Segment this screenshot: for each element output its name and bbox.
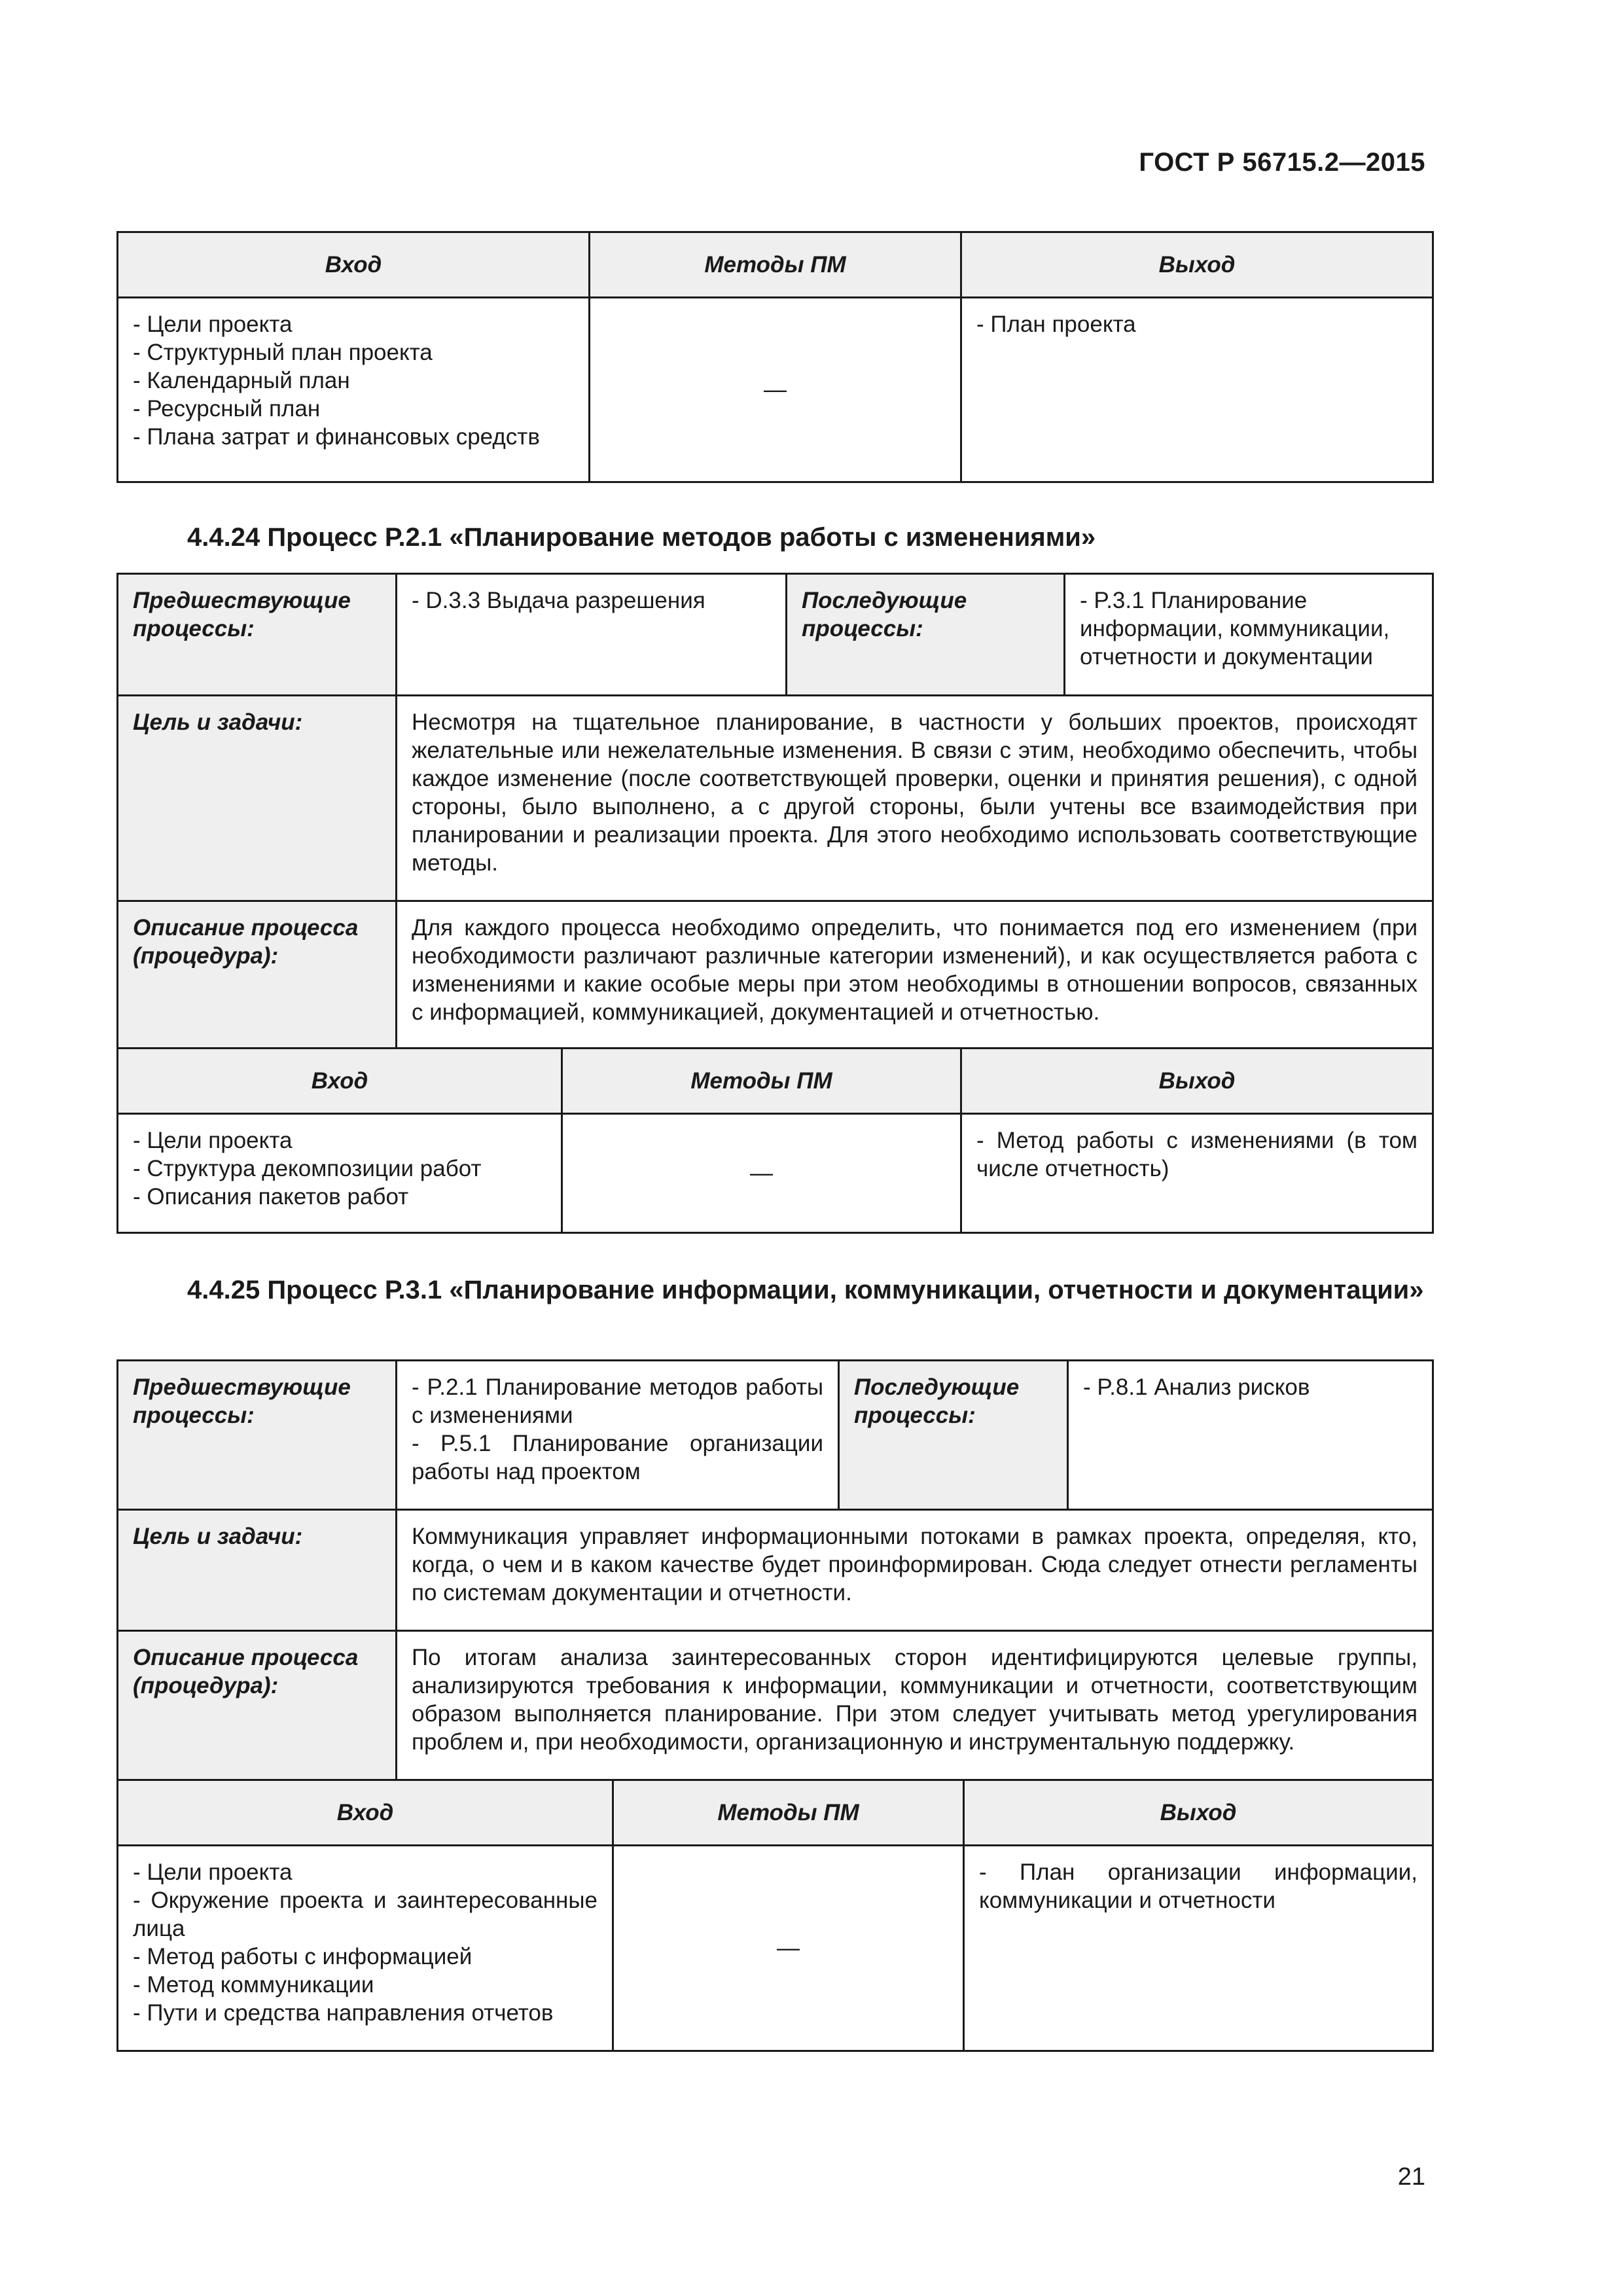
input-cell [118,1114,562,1233]
page-number: 21 [1397,2163,1425,2191]
table-process-p21 [116,573,1434,1051]
input-item: - Ресурсный план [133,396,321,422]
successor-label: Последующие процессы: [839,1361,1068,1510]
successor-label: Последующие процессы: [787,574,1065,696]
output-cell [961,1114,1433,1233]
predecessor-item: - P.5.1 Планирование организации работы над проектом [412,1431,823,1484]
description-text: Для каждого процесса необходимо определить, что понимается под его изменением (при необходимости различают различные категории изменений), и как осуществляется работа с изменениями и какие особые меры при этом необходимы в отношении вопросов, связанных с информацией, коммуникацией, документацией и отчетностью. [397,901,1433,1050]
goal-label: Цель и задачи: [118,1510,397,1631]
input-item: - Окружение проекта и заинтересованные лица [133,1888,597,1941]
successor-value: - P.8.1 Анализ рисков [1068,1361,1433,1510]
methods-cell: — [562,1114,961,1233]
column-header-output: Выход [961,1049,1433,1114]
output-cell [961,298,1433,482]
column-header-input: Вход [118,232,590,298]
successor-value: - P.3.1 Планирование информации, коммуникации, отчетности и документации [1065,574,1433,696]
table-process-p31 [116,1359,1434,1781]
input-item: - Метод работы с информацией [133,1944,473,1969]
standard-header: ГОСТ Р 56715.2—2015 [1139,148,1425,177]
column-header-methods: Методы ПМ [590,232,961,298]
input-item: - Календарный план [133,368,350,393]
input-cell [118,298,590,482]
column-header-input: Вход [118,1049,562,1114]
table-io-p21 [116,1047,1434,1234]
input-item: - Метод коммуникации [133,1972,374,1998]
output-item: - Метод работы с изменениями (в том числе отчетность) [976,1128,1418,1181]
input-item: - Цели проекта [133,312,293,337]
output-item: - План проекта [976,312,1136,337]
input-item: - Цели проекта [133,1128,293,1153]
column-header-methods: Методы ПМ [613,1780,964,1846]
column-header-output: Выход [961,232,1433,298]
input-item: - Структура декомпозиции работ [133,1156,482,1181]
input-cell [118,1846,613,2051]
column-header-output: Выход [964,1780,1433,1846]
input-item: - Пути и средства направления отчетов [133,2000,554,2026]
predecessor-item: - P.2.1 Планирование методов работы с изменениями [412,1374,823,1428]
column-header-methods: Методы ПМ [562,1049,961,1114]
table-io-continuation [116,231,1434,483]
input-item: - Цели проекта [133,1859,293,1885]
predecessor-label: Предшествующие процессы: [118,1361,397,1510]
column-header-input: Вход [118,1780,613,1846]
input-item: - Плана затрат и финансовых средств [133,424,540,450]
predecessor-value: - D.3.3 Выдача разрешения [397,574,787,696]
input-item: - Структурный план проекта [133,340,433,365]
goal-text: Несмотря на тщательное планирование, в частности у больших проектов, происходят желательные или нежелательные изменения. В связи с этим, необходимо обеспечить, чтобы каждое изменение (после соответствующей проверки, оценки и принятия решения), с одной стороны, было выполнено, а с другой стороны, были учтены все взаимодействия при планировании и реализации проекта. Для этого необходимо использовать соответствующие методы. [397,696,1433,901]
table-io-p31 [116,1779,1434,2052]
methods-cell: — [613,1846,964,2051]
description-label: Описание процесса (процедура): [118,1631,397,1780]
output-item: - План организации информации, коммуникации и отчетности [979,1859,1418,1913]
input-item: - Описания пакетов работ [133,1184,409,1210]
section-heading-4-4-24: 4.4.24 Процесс Р.2.1 «Планирование методов работы с изменениями» [187,523,1096,552]
goal-label: Цель и задачи: [118,696,397,901]
description-text: По итогам анализа заинтересованных сторон идентифицируются целевые группы, анализируются требования к информации, коммуникации и отчетности, соответствующим образом выполняется планирование. При этом следует учитывать метод урегулирования проблем и, при необходимости, организационную и инструментальную поддержку. [397,1631,1433,1780]
methods-cell: — [590,298,961,482]
predecessor-value [397,1361,839,1510]
description-label: Описание процесса (процедура): [118,901,397,1050]
predecessor-label: Предшествующие процессы: [118,574,397,696]
output-cell [964,1846,1433,2051]
goal-text: Коммуникация управляет информационными потоками в рамках проекта, определяя, кто, когда, о чем и в каком качестве будет проинформирован. Сюда следует отнести регламенты по системам документации и отчетности. [397,1510,1433,1631]
section-heading-4-4-25: 4.4.25 Процесс Р.3.1 «Планирование информации, коммуникации, отчетности и документации» [187,1276,1424,1304]
